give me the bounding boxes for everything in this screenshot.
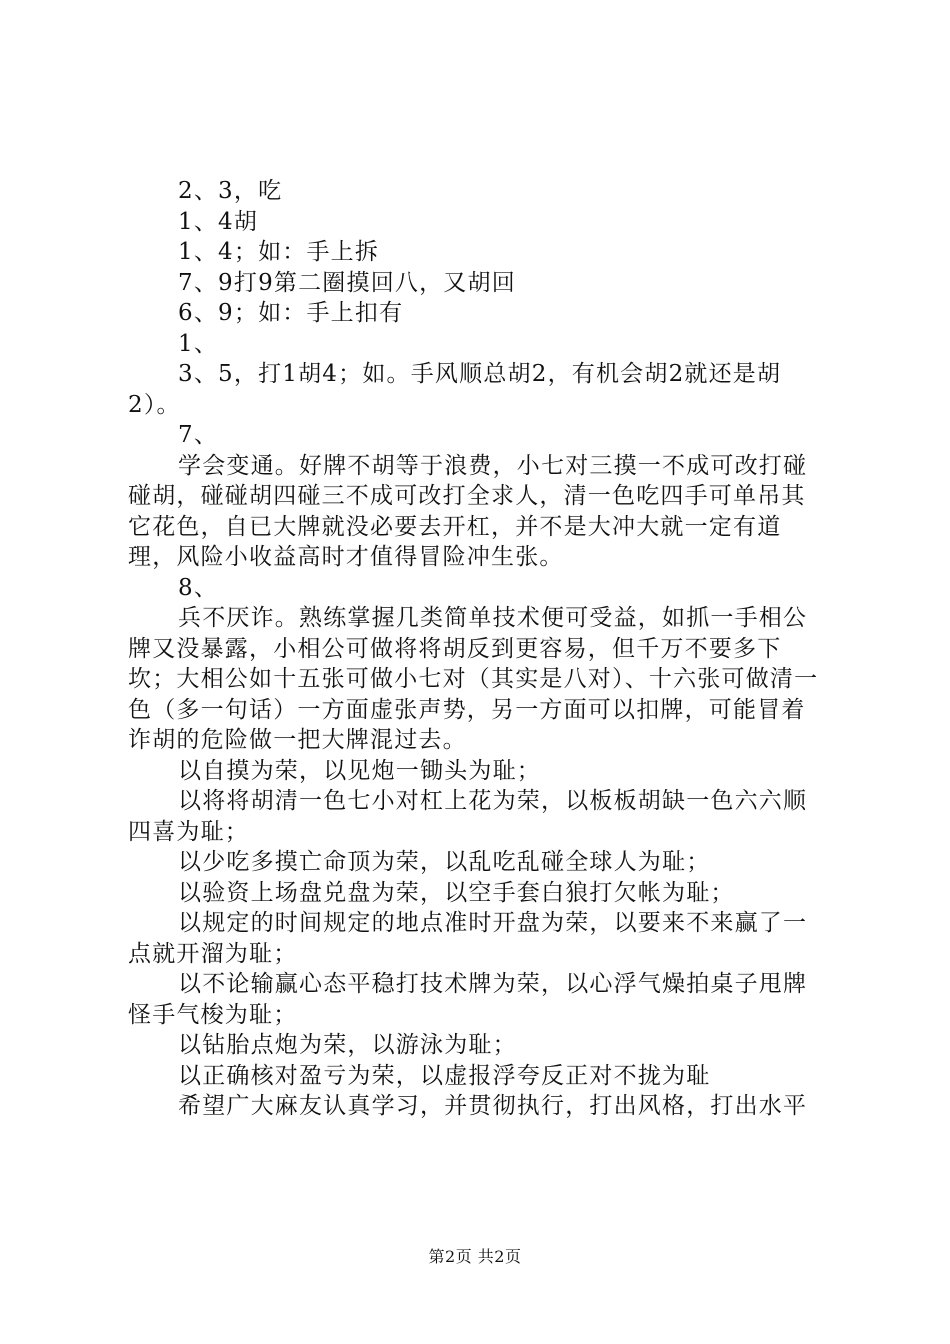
paragraph: 8、 xyxy=(178,574,219,601)
paragraph: 7、9打9第二圈摸回八，又胡回 xyxy=(178,269,516,296)
document-body xyxy=(128,176,828,1122)
paragraph: 以自摸为荣，以见炮一锄头为耻； xyxy=(178,757,541,784)
paragraph: 7、 xyxy=(178,422,219,448)
paragraph: 以少吃多摸亡命顶为荣，以乱吃乱碰全球人为耻； xyxy=(178,849,711,875)
paragraph: 以验资上场盘兑盘为荣，以空手套白狼打欠帐为耻； xyxy=(178,879,735,906)
paragraph: 以正确核对盈亏为荣，以虚报浮夸反正对不拢为耻 xyxy=(178,1062,711,1089)
paragraph: 兵不厌诈。熟练掌握几类简单技术便可受益，如抓一手相公牌又没暴露，小相公可做将将胡反到更容易，但千万不要多下坎；大相公如十五张可做小七对（其实是八对）、十六张可做清一色（多一句话）一方面虚张声势，另一方面可以扣牌，可能冒着诈胡的危险做一把大牌混过去。 xyxy=(128,605,819,753)
paragraph: 2、3，吃 xyxy=(178,178,283,204)
page-footer xyxy=(0,1244,950,1267)
paragraph: 以将将胡清一色七小对杠上花为荣，以板板胡缺一色六六顺四喜为耻； xyxy=(128,788,808,845)
paragraph: 以不论输赢心态平稳打技术牌为荣，以心浮气燥拍桌子甩牌怪手气梭为耻； xyxy=(128,971,808,1028)
paragraph: 以钻胎点炮为荣，以游泳为耻； xyxy=(178,1032,517,1058)
page-number-label: 第2页 共2页 xyxy=(428,1247,522,1266)
paragraph: 1、 xyxy=(178,330,219,357)
paragraph: 以规定的时间规定的地点准时开盘为荣，以要来不来赢了一点就开溜为耻； xyxy=(128,910,808,967)
paragraph: 3、5，打1胡4；如。手风顺总胡2，有机会胡2就还是胡2）。 xyxy=(128,361,782,418)
paragraph: 6、9；如：手上扣有 xyxy=(178,300,404,326)
paragraph: 1、4胡 xyxy=(178,208,259,235)
paragraph: 1、4；如：手上拆 xyxy=(178,239,380,265)
paragraph: 希望广大麻友认真学习，并贯彻执行，打出风格，打出水平 xyxy=(178,1093,808,1119)
paragraph: 学会变通。好牌不胡等于浪费，小七对三摸一不成可改打碰碰胡，碰碰胡四碰三不成可改打全求人，清一色吃四手可单吊其它花色，自已大牌就没必要去开杠，并不是大冲大就一定有道理，风险小收益高时才值得冒险冲生张。 xyxy=(128,452,808,570)
